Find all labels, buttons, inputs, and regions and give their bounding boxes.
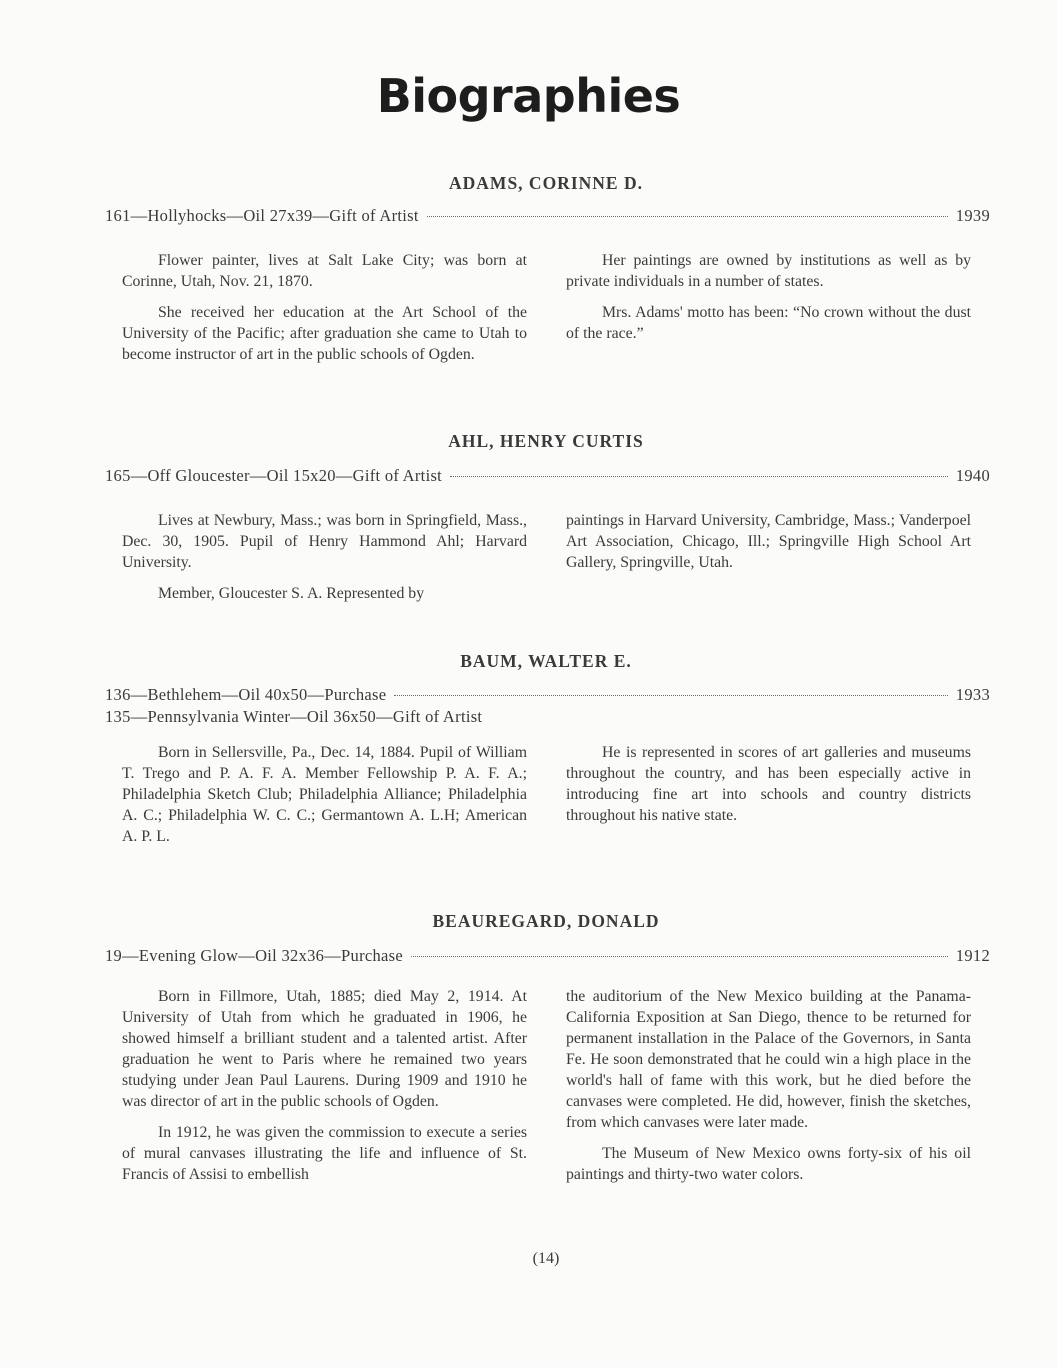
page-number: (14) — [532, 1250, 560, 1267]
artwork-line — [105, 465, 990, 487]
biography-right-column — [566, 742, 971, 836]
dot-leader — [450, 476, 948, 477]
artwork-title: 136—Bethlehem—Oil 40x50—Purchase — [105, 685, 387, 704]
biography-right-column — [566, 250, 971, 354]
artwork-year: 1912 — [955, 946, 990, 965]
biography-paragraph: Member, Gloucester S. A. Represented by — [158, 585, 425, 602]
dot-leader — [427, 216, 948, 217]
artwork-line — [105, 706, 990, 728]
biography-paragraph: In 1912, he was given the commission to execute a series of mural canvases illustrating the life and influence of St. Francis of Assisi to embellish — [122, 1124, 527, 1183]
artist-name: ADAMS, CORINNE D. — [449, 173, 643, 193]
artwork-title: 135—Pennsylvania Winter—Oil 36x50—Gift of Artist — [105, 707, 483, 726]
biography-paragraph: Flower painter, lives at Salt Lake City; was born at Corinne, Utah, Nov. 21, 1870. — [122, 252, 527, 290]
artwork-title: 19—Evening Glow—Oil 32x36—Purchase — [105, 946, 403, 965]
page-title: Biographies — [376, 69, 681, 123]
artist-name: BAUM, WALTER E. — [460, 651, 632, 671]
biography-right-column — [566, 986, 971, 1195]
artwork-line — [105, 945, 990, 967]
artwork-line — [105, 205, 990, 227]
dot-leader — [394, 695, 947, 696]
biography-left-column — [122, 986, 527, 1195]
biography-paragraph: Mrs. Adams' motto has been: “No crown without the dust of the race.” — [566, 304, 971, 342]
biography-paragraph: She received her education at the Art School of the University of the Pacific; after graduation she came to Utah to become instructor of art in the public schools of Ogden. — [122, 304, 527, 363]
biography-left-column — [122, 510, 527, 614]
biography-paragraph: The Museum of New Mexico owns forty-six of his oil paintings and thirty-two water colors. — [566, 1145, 971, 1183]
biography-paragraph: paintings in Harvard University, Cambridge, Mass.; Vanderpoel Art Association, Chicago, Ill.; Springville High School Art Gallery, Springville, Utah. — [566, 512, 971, 571]
biography-left-column — [122, 250, 527, 375]
artwork-title: 161—Hollyhocks—Oil 27x39—Gift of Artist — [105, 206, 419, 225]
artwork-year: 1940 — [955, 466, 990, 485]
dot-leader — [411, 956, 948, 957]
biography-paragraph: the auditorium of the New Mexico building at the Panama-California Exposition at San Diego, thence to be returned for permanent installation in the Palace of the Governors, in Santa Fe. He soon demonstrated that he could win a high place in the world's hall of fame with this work, but he died before the canvases were completed. He did, however, finish the sketches, from which canvases were later made. — [566, 988, 971, 1131]
biography-paragraph: Born in Fillmore, Utah, 1885; died May 2, 1914. At University of Utah from which he graduated in 1906, he showed himself a brilliant student and a talented artist. After graduation he went to Paris where he remained two years studying under Jean Paul Laurens. During 1909 and 1910 he was director of art in the public schools of Ogden. — [122, 988, 527, 1110]
biography-left-column — [122, 742, 527, 857]
biography-paragraph: Born in Sellersville, Pa., Dec. 14, 1884. Pupil of William T. Trego and P. A. F. A. Member Fellowship P. A. F. A.; Philadelphia Sketch Club; Philadelphia Alliance; Philadelphia A. C.; Philadelphia W. C. C.; Germantown A. L.H; American A. P. L. — [122, 744, 527, 845]
artwork-line — [105, 684, 990, 706]
biography-paragraph: He is represented in scores of art galleries and museums throughout the country, and has been especially active in introducing fine art into schools and country districts throughout his native state. — [566, 744, 971, 824]
artwork-year: 1939 — [955, 206, 990, 225]
artwork-title: 165—Off Gloucester—Oil 15x20—Gift of Artist — [105, 466, 443, 485]
biography-paragraph: Her paintings are owned by institutions as well as by private individuals in a number of states. — [566, 252, 971, 290]
artist-name: BEAUREGARD, DONALD — [432, 911, 660, 931]
artist-name: AHL, HENRY CURTIS — [448, 431, 644, 451]
artwork-year: 1933 — [955, 685, 990, 704]
biography-right-column — [566, 510, 971, 583]
biography-paragraph: Lives at Newbury, Mass.; was born in Springfield, Mass., Dec. 30, 1905. Pupil of Henry Hammond Ahl; Harvard University. — [122, 512, 527, 571]
